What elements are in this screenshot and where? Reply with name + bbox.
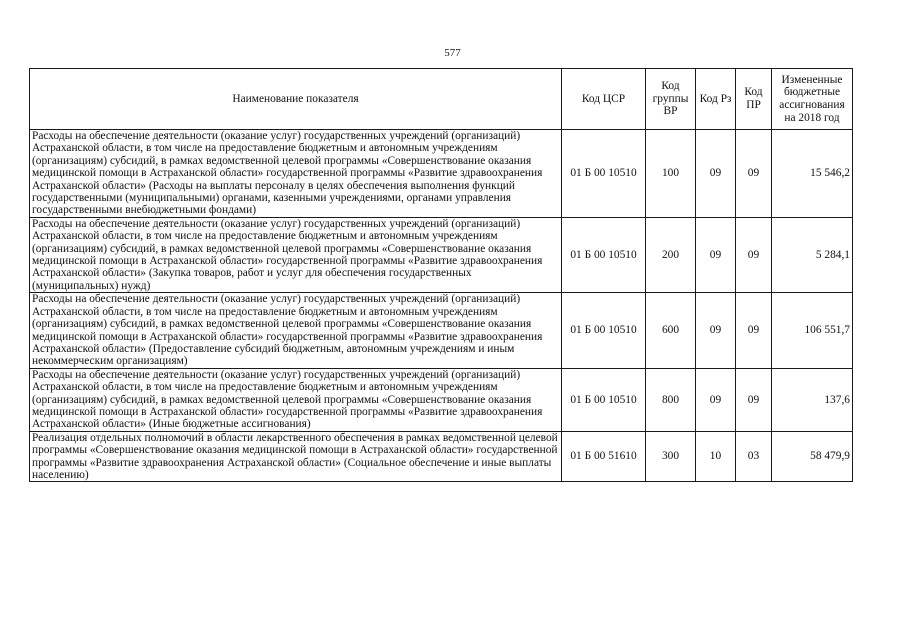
table-row — [30, 293, 853, 368]
row-vr-code: 600 — [646, 293, 696, 368]
row-rz-code: 10 — [696, 431, 736, 482]
row-csr-code: 01 Б 00 10510 — [562, 368, 646, 431]
row-indicator-name: Расходы на обеспечение деятельности (оказание услуг) государственных учреждений (организаций) Астраханской области, в том числе на предоставление бюджетным и автономным учреждениям (организациям) субсидий, в рамках ведомственной целевой программы «Совершенствование оказания медицинской помощи в Астраханской области» государственной программы «Развитие здравоохранения Астраханской области» (Предоставление субсидий бюджетным, автономным учреждениям и иным некоммерческим организациям) — [30, 293, 562, 368]
budget-allocations-table — [29, 68, 853, 482]
row-amount: 137,6 — [772, 368, 853, 431]
row-csr-code: 01 Б 00 10510 — [562, 217, 646, 292]
row-rz-code: 09 — [696, 293, 736, 368]
row-vr-code: 100 — [646, 130, 696, 218]
header-vr-group-code: Код группы ВР — [646, 69, 696, 130]
row-vr-code: 300 — [646, 431, 696, 482]
row-csr-code: 01 Б 00 10510 — [562, 130, 646, 218]
row-amount: 58 479,9 — [772, 431, 853, 482]
page-number: 577 — [444, 47, 461, 59]
table-row — [30, 368, 853, 431]
table-row — [30, 130, 853, 218]
header-amended-allocations: Измененные бюджетные ассигнования на 2018 год — [772, 69, 853, 130]
row-csr-code: 01 Б 00 51610 — [562, 431, 646, 482]
row-indicator-name: Расходы на обеспечение деятельности (оказание услуг) государственных учреждений (организаций) Астраханской области, в том числе на предоставление бюджетным и автономным учреждениям (организациям) субсидий, в рамках ведомственной целевой программы «Совершенствование оказания медицинской помощи в Астраханской области» государственной программы «Развитие здравоохранения Астраханской области» (Закупка товаров, работ и услуг для обеспечения государственных (муниципальных) нужд) — [30, 217, 562, 292]
row-indicator-name: Расходы на обеспечение деятельности (оказание услуг) государственных учреждений (организаций) Астраханской области, в том числе на предоставление бюджетным и автономным учреждениям (организациям) субсидий, в рамках ведомственной целевой программы «Совершенствование оказания медицинской помощи в Астраханской области» государственной программы «Развитие здравоохранения Астраханской области» (Иные бюджетные ассигнования) — [30, 368, 562, 431]
row-pr-code: 09 — [736, 293, 772, 368]
header-rz-code: Код Рз — [696, 69, 736, 130]
row-csr-code: 01 Б 00 10510 — [562, 293, 646, 368]
row-rz-code: 09 — [696, 217, 736, 292]
row-amount: 106 551,7 — [772, 293, 853, 368]
table-row — [30, 217, 853, 292]
table-row — [30, 431, 853, 482]
row-vr-code: 200 — [646, 217, 696, 292]
row-rz-code: 09 — [696, 130, 736, 218]
row-rz-code: 09 — [696, 368, 736, 431]
row-amount: 15 546,2 — [772, 130, 853, 218]
row-amount: 5 284,1 — [772, 217, 853, 292]
row-pr-code: 03 — [736, 431, 772, 482]
table-header-row — [30, 69, 853, 130]
header-pr-code: Код ПР — [736, 69, 772, 130]
header-csr-code: Код ЦСР — [562, 69, 646, 130]
row-pr-code: 09 — [736, 130, 772, 218]
row-indicator-name: Реализация отдельных полномочий в области лекарственного обеспечения в рамках ведомственной целевой программы «Совершенствование оказания медицинской помощи в Астраханской области» государственной программы «Развитие здравоохранения Астраханской области» (Социальное обеспечение и иные выплаты населению) — [30, 431, 562, 482]
row-indicator-name: Расходы на обеспечение деятельности (оказание услуг) государственных учреждений (организаций) Астраханской области, в том числе на предоставление бюджетным и автономным учреждениям (организациям) субсидий, в рамках ведомственной целевой программы «Совершенствование оказания медицинской помощи в Астраханской области» государственной программы «Развитие здравоохранения Астраханской области» (Расходы на выплаты персоналу в целях обеспечения выполнения функций государственными (муниципальными) органами, казенными учреждениями, органами управления государственными внебюджетными фондами) — [30, 130, 562, 218]
row-pr-code: 09 — [736, 217, 772, 292]
row-vr-code: 800 — [646, 368, 696, 431]
header-indicator-name: Наименование показателя — [30, 69, 562, 130]
row-pr-code: 09 — [736, 368, 772, 431]
